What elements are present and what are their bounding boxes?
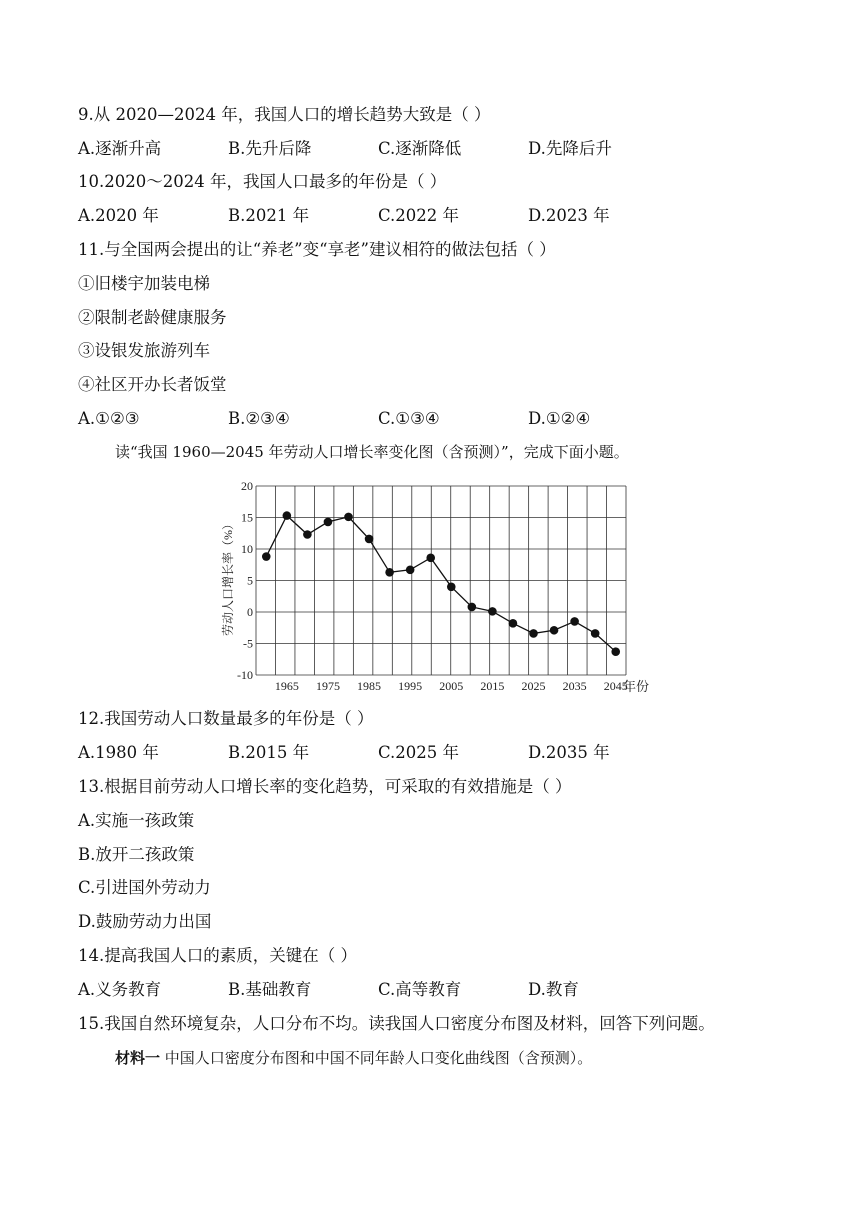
data-point bbox=[324, 518, 333, 527]
q14-option-b: B.基础教育 bbox=[228, 980, 312, 999]
data-point bbox=[283, 511, 292, 520]
q11-stem: 11.与全国两会提出的让“养老”变“享老”建议相符的做法包括（ ） bbox=[78, 240, 556, 259]
data-point bbox=[365, 535, 374, 544]
q14-option-c: C.高等教育 bbox=[378, 980, 462, 999]
data-point bbox=[447, 583, 456, 592]
y-tick-label: 0 bbox=[247, 605, 253, 619]
x-tick-label: 2015 bbox=[480, 679, 505, 693]
q15-stem: 15.我国自然环境复杂，人口分布不均。读我国人口密度分布图及材料，回答下列问题。 bbox=[78, 1014, 715, 1033]
data-point bbox=[570, 617, 579, 626]
data-points bbox=[262, 511, 620, 656]
q11-item-3: ③设银发旅游列车 bbox=[78, 341, 210, 360]
x-tick-label: 2045 bbox=[603, 679, 628, 693]
q11-option-b: B.②③④ bbox=[228, 409, 290, 428]
q9-option-b: B.先升后降 bbox=[228, 139, 312, 158]
q11-item-4: ④社区开办长者饭堂 bbox=[78, 375, 227, 394]
data-point bbox=[591, 629, 600, 638]
data-point bbox=[385, 568, 394, 577]
data-point bbox=[344, 513, 353, 522]
data-point bbox=[529, 629, 538, 638]
q11-item-1: ①旧楼宇加装电梯 bbox=[78, 274, 210, 293]
y-tick-label: 5 bbox=[247, 573, 253, 588]
q10-option-d: D.2023 年 bbox=[528, 206, 610, 225]
x-tick-label: 2035 bbox=[562, 679, 587, 693]
q9-options bbox=[78, 139, 798, 159]
q11-option-d: D.①②④ bbox=[528, 409, 591, 428]
q10-option-b: B.2021 年 bbox=[228, 206, 310, 225]
q13-option-c: C.引进国外劳动力 bbox=[78, 878, 211, 897]
y-tick-labels bbox=[237, 479, 253, 682]
data-point bbox=[262, 552, 271, 561]
q9-option-d: D.先降后升 bbox=[528, 139, 612, 158]
q10-stem: 10.2020～2024 年，我国人口最多的年份是（ ） bbox=[78, 172, 447, 191]
y-tick-label: -5 bbox=[243, 636, 253, 651]
x-tick-label: 1995 bbox=[398, 679, 423, 693]
labor-growth-chart bbox=[210, 474, 660, 696]
x-tick-label: 1975 bbox=[315, 679, 340, 693]
y-tick-label: 20 bbox=[241, 479, 253, 493]
q10-option-c: C.2022 年 bbox=[378, 206, 460, 225]
q9-stem: 9.从 2020—2024 年，我国人口的增长趋势大致是（ ） bbox=[78, 105, 491, 124]
x-tick-label: 2005 bbox=[439, 679, 464, 693]
q14-stem: 14.提高我国人口的素质，关键在（ ） bbox=[78, 946, 357, 965]
material-text: 中国人口密度分布图和中国不同年龄人口变化曲线图（含预测）。 bbox=[164, 1049, 593, 1067]
data-point bbox=[550, 626, 559, 635]
q11-item-2: ②限制老龄健康服务 bbox=[78, 308, 227, 327]
x-tick-label: 2025 bbox=[521, 679, 546, 693]
q13-option-d: D.鼓励劳动力出国 bbox=[78, 912, 212, 931]
q13-option-a: A.实施一孩政策 bbox=[78, 811, 195, 830]
chart-intro: 读“我国 1960—2045 年劳动人口增长率变化图（含预测）”，完成下面小题。 bbox=[115, 443, 629, 461]
q12-options bbox=[78, 743, 798, 763]
x-tick-label: 1965 bbox=[274, 679, 299, 693]
data-point bbox=[488, 607, 497, 616]
q12-option-a: A.1980 年 bbox=[78, 743, 159, 762]
q9-option-c: C.逐渐降低 bbox=[378, 139, 462, 158]
q14-option-a: A.义务教育 bbox=[78, 980, 162, 999]
data-point bbox=[426, 554, 435, 563]
y-tick-label: 10 bbox=[241, 542, 253, 556]
q11-option-c: C.①③④ bbox=[378, 409, 440, 428]
data-point bbox=[468, 603, 477, 612]
data-point bbox=[509, 619, 518, 628]
chart-grid bbox=[256, 486, 626, 675]
q12-option-c: C.2025 年 bbox=[378, 743, 460, 762]
q11-options bbox=[78, 409, 798, 429]
series-line bbox=[266, 516, 615, 652]
q13-stem: 13.根据目前劳动人口增长率的变化趋势，可采取的有效措施是（ ） bbox=[78, 777, 572, 796]
q10-options bbox=[78, 206, 798, 226]
y-tick-label: -10 bbox=[237, 668, 253, 682]
q13-option-b: B.放开二孩政策 bbox=[78, 845, 195, 864]
y-tick-label: 15 bbox=[241, 510, 253, 525]
data-point bbox=[406, 565, 415, 574]
x-tick-labels bbox=[275, 679, 628, 693]
q9-option-a: A.逐渐升高 bbox=[78, 139, 162, 158]
x-tick-label: 1985 bbox=[357, 679, 382, 693]
material-label: 材料一 bbox=[115, 1049, 161, 1067]
x-axis-label: 年份 bbox=[623, 679, 650, 694]
q14-options bbox=[78, 980, 798, 1000]
data-point bbox=[611, 647, 620, 656]
q11-option-a: A.①②③ bbox=[78, 409, 140, 428]
data-point bbox=[303, 530, 312, 539]
q10-option-a: A.2020 年 bbox=[78, 206, 159, 225]
y-axis-label: 劳动人口增长率（%） bbox=[221, 518, 235, 636]
q12-stem: 12.我国劳动人口数量最多的年份是（ ） bbox=[78, 709, 374, 728]
q15-material bbox=[115, 1048, 592, 1068]
q12-option-b: B.2015 年 bbox=[228, 743, 310, 762]
q14-option-d: D.教育 bbox=[528, 980, 579, 999]
q12-option-d: D.2035 年 bbox=[528, 743, 610, 762]
